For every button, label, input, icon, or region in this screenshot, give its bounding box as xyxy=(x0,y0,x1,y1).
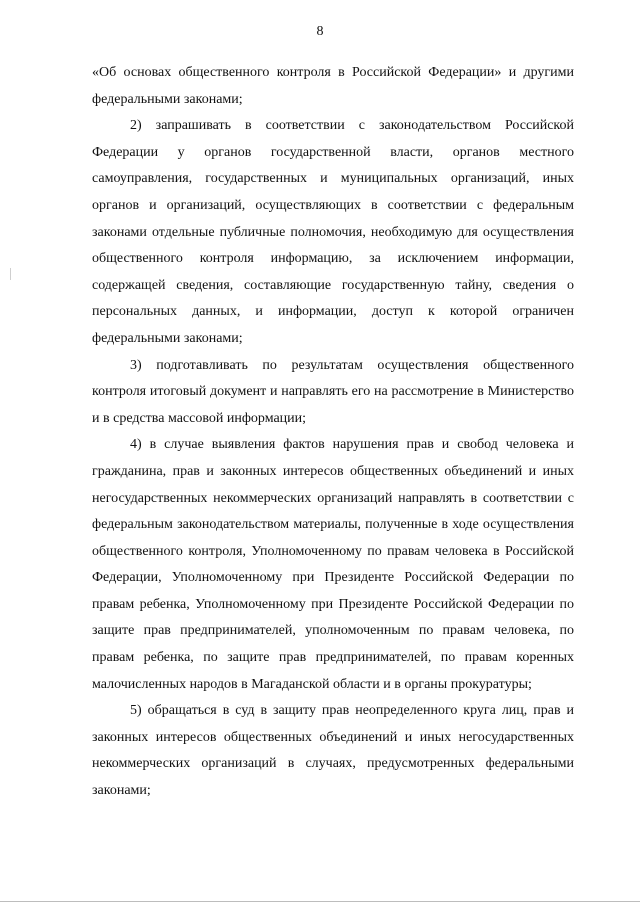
margin-mark xyxy=(10,268,11,280)
paragraph: 2) запрашивать в соответствии с законодательством Российской Федерации у органов государственной власти, органов местного самоуправления, государственных и муниципальных организаций, иных органов и организаций, осуществляющих в соответствии с федеральным законами отдельные публичные полномочия, необходимую для осуществления общественного контроля информацию, за исключением информации, содержащей сведения, составляющие государственную тайну, сведения о персональных данных, и информации, доступ к которой ограничен федеральными законами; xyxy=(92,118,574,346)
paragraph: 3) подготавливать по результатам осуществления общественного контроля итоговый документ и направлять его на рассмотрение в Министерство и в средства массовой информации; xyxy=(92,357,574,426)
page-bottom-edge xyxy=(0,901,640,902)
paragraph: «Об основах общественного контроля в Российской Федерации» и другими федеральными законами; xyxy=(92,65,574,107)
document-body xyxy=(92,60,574,805)
paragraph: 4) в случае выявления фактов нарушения прав и свобод человека и гражданина, прав и законных интересов общественных объединений и иных негосударственных некоммерческих организаций направлять в соответствии с федеральным законодательством материалы, полученные в ходе осуществления общественного контроля, Уполномоченному по правам человека в Российской Федерации, Уполномоченному при Президенте Российской Федерации по правам ребенка, Уполномоченному при Президенте Российской Федерации по защите прав предпринимателей, уполномоченным по правам человека, по правам ребенка, по защите прав предпринимателей, по правам коренных малочисленных народов в Магаданской области и в органы прокуратуры; xyxy=(92,437,574,692)
page-number: 8 xyxy=(316,24,324,39)
paragraph: 5) обращаться в суд в защиту прав неопределенного круга лиц, прав и законных интересов общественных объединений и иных негосударственных некоммерческих организаций в случаях, предусмотренных федеральными законами; xyxy=(92,703,574,799)
